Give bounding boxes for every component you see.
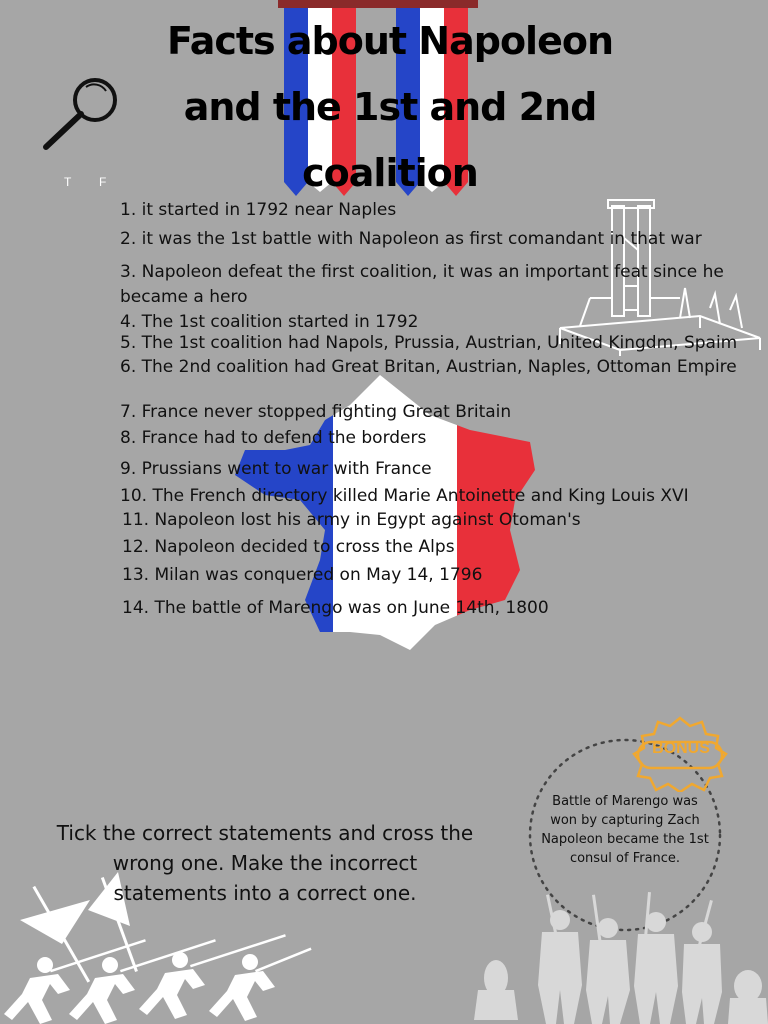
bonus-label: BONUS [652,740,710,757]
fact-item-8: 8. France had to defend the borders [120,428,427,448]
fact-item-9: 9. Prussians went to war with France [120,459,432,479]
false-column-label: F [99,175,107,189]
fact-item-6: 6. The 2nd coalition had Great Britan, Austrian, Naples, Ottoman Empire [120,357,737,377]
fact-item-5: 5. The 1st coalition had Napols, Prussia, Austrian, United Kingdm, Spaim [120,333,738,353]
standing-soldiers-illustration [460,890,768,1024]
fact-item-3: 3. Napoleon defeat the first coalition, it was an important feat since he became a hero [120,262,724,307]
fact-item-2: 2. it was the 1st battle with Napoleon as first comandant in that war [120,229,702,249]
title-line-2: and the 1st and 2nd [183,85,597,129]
fact-item-4: 4. The 1st coalition started in 1792 [120,312,419,332]
fact-item-11: 11. Napoleon lost his army in Egypt against Otoman's [122,510,581,530]
fact-item-13: 13. Milan was conquered on May 14, 1796 [122,565,483,585]
bonus-text: Battle of Marengo was won by capturing Zach Napoleon became the 1st consul of France. [541,794,709,866]
true-column-label: T [64,175,72,189]
title-line-3: coalition [302,151,478,195]
fact-item-1: 1. it started in 1792 near Naples [120,200,397,220]
instructions-text: Tick the correct statements and cross the wrong one. Make the incorrect statements into a correct one. [56,821,474,905]
fact-item-10: 10. The French directory killed Marie Antoinette and King Louis XVI [120,486,689,506]
fact-item-7: 7. France never stopped fighting Great Britain [120,402,512,422]
fact-item-14: 14. The battle of Marengo was on June 14th, 1800 [122,598,549,618]
title-line-1: Facts about Napoleon [166,19,614,63]
fact-item-12: 12. Napoleon decided to cross the Alps [122,537,455,557]
